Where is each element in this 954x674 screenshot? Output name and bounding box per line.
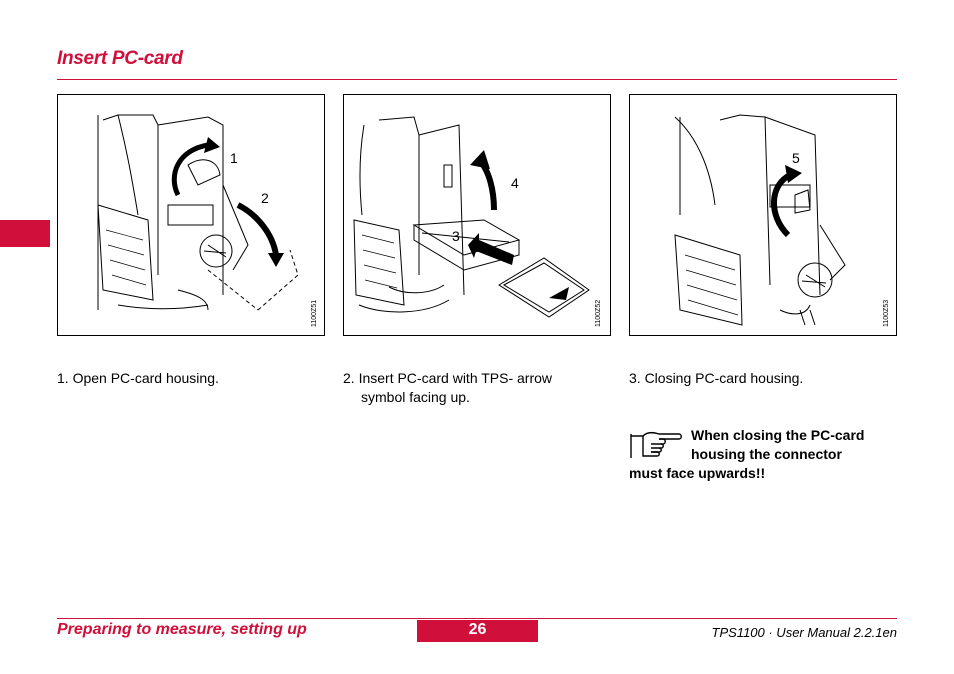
- figure-code: 1100Z53: [883, 299, 890, 327]
- section-title: Preparing to measure, setting up: [57, 621, 307, 638]
- caption-3: [629, 369, 899, 388]
- figure-code: 1100Z51: [311, 299, 318, 327]
- caption-2: [343, 369, 613, 407]
- instrument-illustration-1: [58, 95, 326, 337]
- figure-label: 4: [511, 175, 519, 191]
- figure-code: 1100Z52: [595, 299, 602, 327]
- figure-label: 3: [452, 228, 460, 244]
- note-text: must face upwards!!: [629, 465, 766, 481]
- header-rule: [57, 79, 897, 80]
- caption-line: symbol facing up.: [361, 389, 470, 405]
- note-text: housing the connector: [691, 446, 842, 462]
- caption-line: 3. Closing PC-card housing.: [629, 370, 804, 386]
- figure-open-housing: [57, 94, 325, 336]
- note-text: When closing the PC-card: [691, 427, 865, 443]
- note-block: [629, 426, 897, 483]
- figure-label: 2: [261, 190, 269, 206]
- caption-line: 2. Insert PC-card with TPS- arrow: [343, 370, 553, 386]
- figure-label: 1: [230, 150, 238, 166]
- pointing-hand-icon: [629, 430, 683, 460]
- figure-label: 5: [792, 150, 800, 166]
- chapter-tab: [0, 220, 50, 247]
- caption-line: 1. Open PC-card housing.: [57, 370, 219, 386]
- manual-reference: TPS1100 · User Manual 2.2.1en: [711, 625, 897, 640]
- figure-close-housing: [629, 94, 897, 336]
- page-title: Insert PC-card: [57, 48, 183, 69]
- page-number: 26: [417, 620, 538, 642]
- footer-rule: [57, 618, 897, 619]
- instrument-illustration-3: [630, 95, 898, 337]
- instrument-illustration-2: [344, 95, 612, 337]
- figure-insert-card: [343, 94, 611, 336]
- caption-1: [57, 369, 327, 388]
